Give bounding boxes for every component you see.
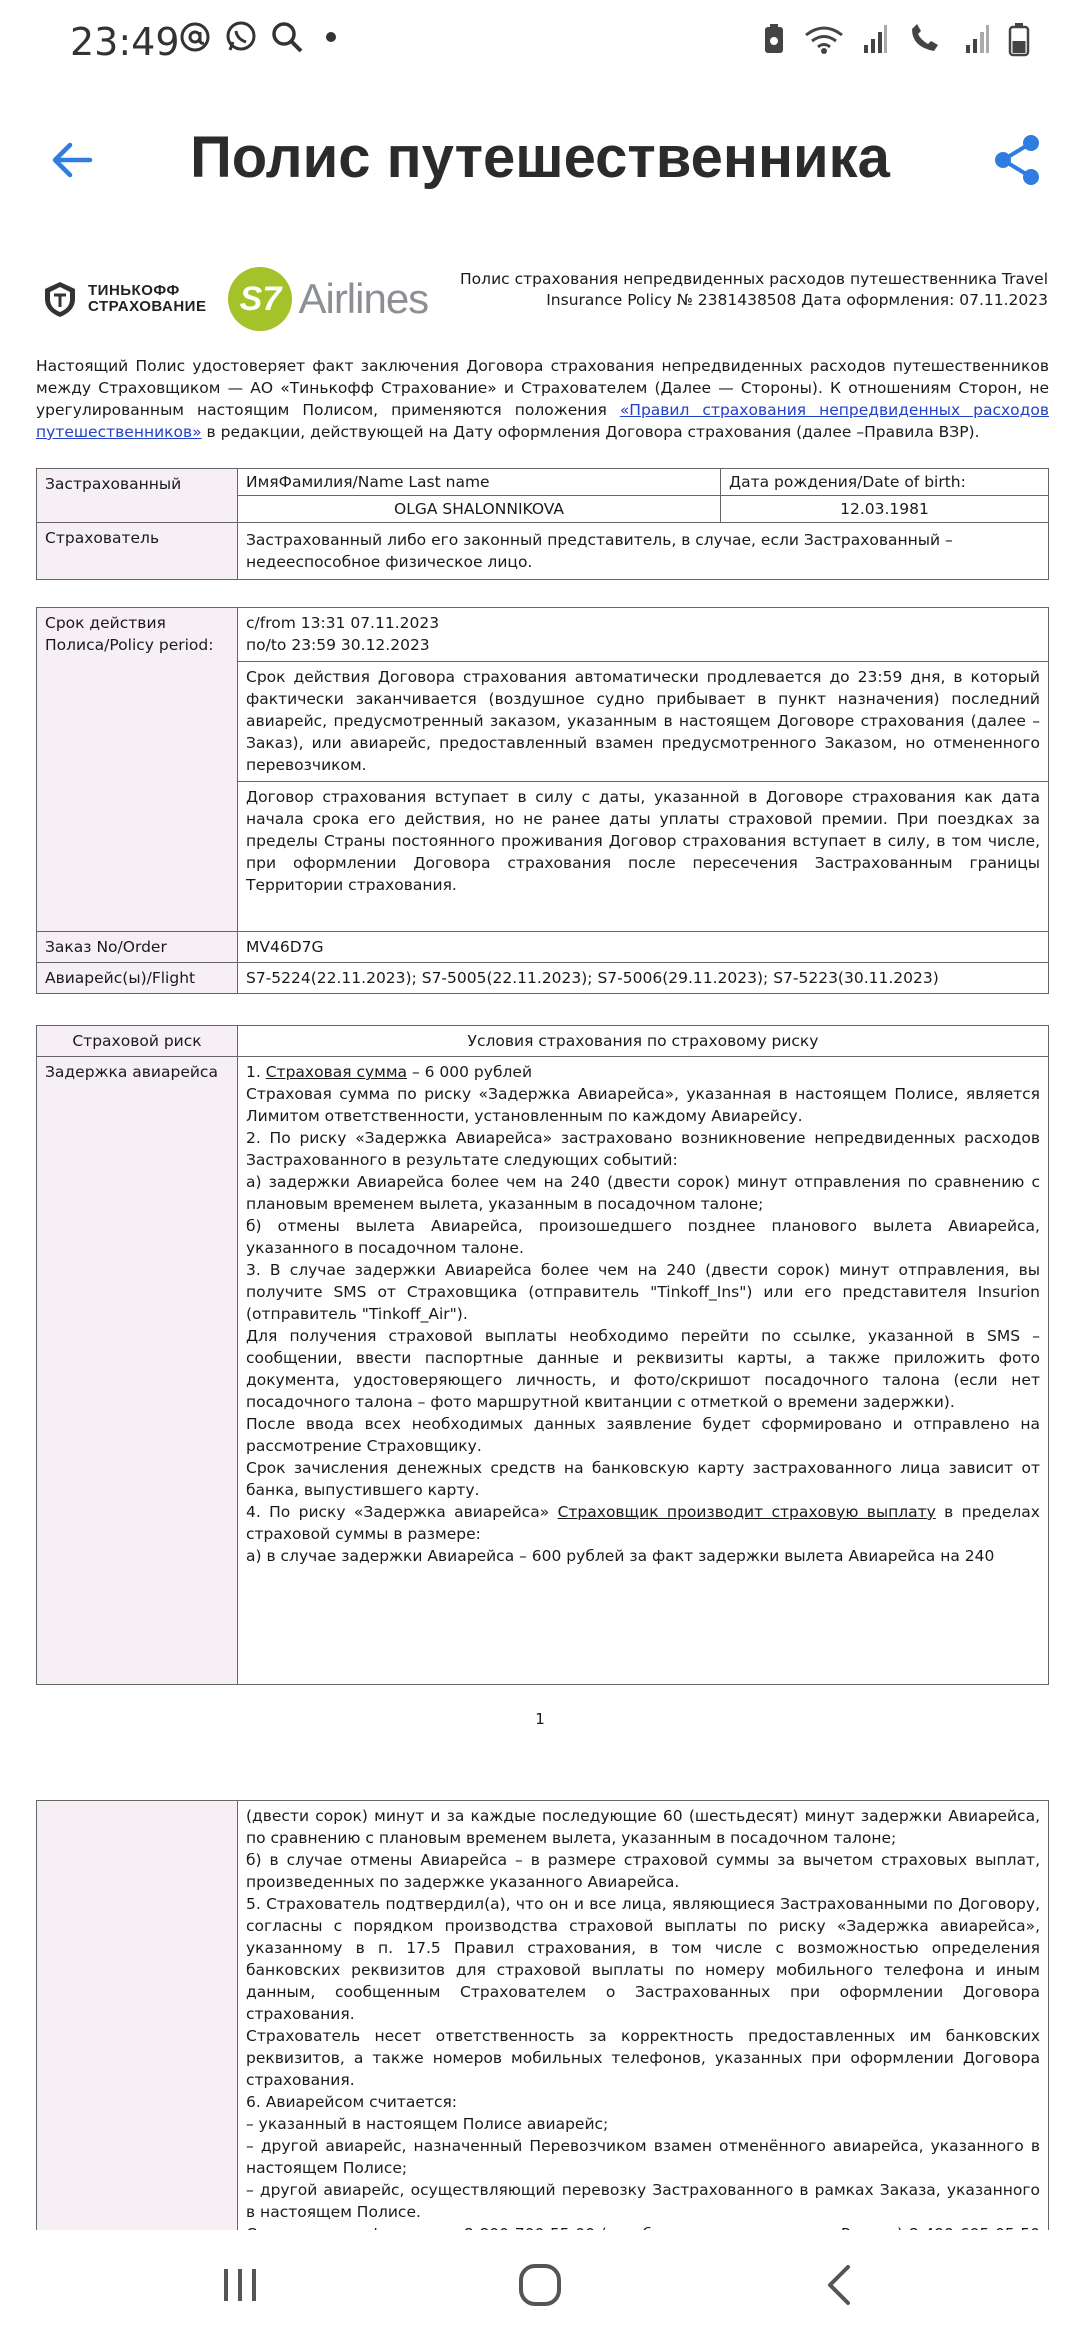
name-header: ИмяФамилия/Name Last name xyxy=(238,469,721,496)
insured-name: OLGA SHALONNIKOVA xyxy=(238,496,721,523)
continuation-risk-cell xyxy=(37,1801,238,2272)
period-to: по/to 23:59 30.12.2023 xyxy=(246,636,430,654)
recycle-battery-icon xyxy=(762,23,786,55)
cont-1: (двести сорок) минут и за каждые последующие 60 (шестьдесят) минут задержки Авиарейса, по сравнению с плановым временем вылета, указанным в посадочном талоне; xyxy=(246,1807,1040,1847)
share-icon xyxy=(991,133,1045,187)
intro-paragraph xyxy=(36,355,1049,443)
condition-2a: а) задержки Авиарейса более чем на 240 (двести сорок) минут отправления по сравнению с плановым временем вылета, указанным в посадочном талоне; xyxy=(246,1173,1040,1213)
status-notification-icons xyxy=(178,20,336,54)
nav-back-button[interactable] xyxy=(800,2255,880,2315)
insured-dob: 12.03.1981 xyxy=(721,496,1049,523)
period-table xyxy=(36,607,1049,994)
flight-label: Авиарейс(ы)/Flight xyxy=(37,963,238,994)
search-icon xyxy=(270,20,304,54)
policyholder-label: Страхователь xyxy=(37,523,238,580)
conditions-header: Условия страхования по страховому риску xyxy=(238,1026,1049,1057)
condition-4-prefix: 4. По риску «Задержка авиарейса» xyxy=(246,1503,558,1521)
condition-4a: а) в случае задержки Авиарейса – 600 рублей за факт задержки вылета Авиарейса на 240 xyxy=(246,1547,995,1565)
tinkoff-logo xyxy=(40,279,206,319)
document-viewer[interactable] xyxy=(0,255,1080,2230)
insured-label: Застрахованный xyxy=(37,469,238,523)
dot-icon xyxy=(326,32,336,42)
home-button[interactable] xyxy=(500,2255,580,2315)
cont-6: – указанный в настоящем Полисе авиарейс; xyxy=(246,2115,609,2133)
continuation-table xyxy=(36,1800,1049,2272)
signal-icon xyxy=(862,23,888,55)
app-header xyxy=(0,110,1080,210)
dob-header: Дата рождения/Date of birth: xyxy=(721,469,1049,496)
condition-3b: Для получения страховой выплаты необходимо перейти по ссылке, указанной в SMS – сообщении, ввести паспортные данные и реквизиты карты, а также приложить фото документа, удостоверяющего личность, и фото/скришот посадочного талона (если нет посадочного талона – фото маршрутной квитанции с отметкой о времени задержки). xyxy=(246,1327,1040,1411)
page-number: 1 xyxy=(535,1710,545,1728)
continuation-conditions xyxy=(238,1801,1049,2272)
status-bar xyxy=(0,0,1080,90)
order-label: Заказ No/Order xyxy=(37,932,238,963)
risk-header: Страховой риск xyxy=(37,1026,238,1057)
recent-apps-icon xyxy=(218,2263,262,2307)
recent-apps-button[interactable] xyxy=(200,2255,280,2315)
policy-header: Полис страхования непредвиденных расходов путешественника Travel Insurance Policy № 2381438508 Дата оформления: 07.11.2023 xyxy=(460,270,1048,309)
s7-airlines-logo xyxy=(228,267,428,331)
risk-table xyxy=(36,1025,1049,1685)
share-button[interactable] xyxy=(986,128,1050,192)
at-icon xyxy=(178,20,212,54)
wifi-call-icon xyxy=(906,23,946,55)
condition-1 xyxy=(246,1061,1040,1083)
condition-2: 2. По риску «Задержка Авиарейса» застраховано возникновение непредвиденных расходов Застрахованного в результате следующих событий: xyxy=(246,1129,1040,1169)
period-from: с/from 13:31 07.11.2023 xyxy=(246,614,440,632)
status-time: 23:49 xyxy=(70,20,180,64)
back-icon xyxy=(818,2263,862,2307)
condition-4 xyxy=(246,1501,1040,1545)
flight-value: S7-5224(22.11.2023); S7-5005(22.11.2023); S7-5006(29.11.2023); S7-5223(30.11.2023) xyxy=(238,963,1049,994)
cont-5: 6. Авиарейсом считается: xyxy=(246,2093,458,2111)
condition-1-rest: – 6 000 рублей xyxy=(407,1063,533,1081)
tinkoff-emblem-icon xyxy=(40,279,80,319)
navigation-bar xyxy=(0,2230,1080,2340)
period-label: Срок действия Полиса/Policy period: xyxy=(37,608,238,932)
home-icon xyxy=(516,2261,564,2309)
status-system-icons xyxy=(762,22,1030,56)
logos xyxy=(40,267,428,331)
condition-2b: б) отмены вылета Авиарейса, произошедшего позднее планового вылета Авиарейса, указанного в посадочном талоне. xyxy=(246,1217,1040,1257)
policyholder-value: Застрахованный либо его законный представитель, в случае, если Застрахованный – недееспособное физическое лицо. xyxy=(238,523,1049,580)
condition-4-rest: в пределах страховой суммы в размере: xyxy=(246,1503,1040,1543)
period-entry: Договор страхования вступает в силу с даты, указанной в Договоре страхования как дата начала срока его действия, но не ранее даты уплаты страховой премии. При поездках за пределы Страны постоянного проживания Договор страхования вступает в силу, в том числе, при оформлении Договора страхования после пересечения Застрахованным границы Территории страхования. xyxy=(238,782,1049,932)
whatsapp-icon xyxy=(224,20,258,54)
s7-logo-mark: S7 xyxy=(228,267,292,331)
rules-link[interactable]: «Правил страхования непредвиденных расходов путешественников» xyxy=(36,401,1050,441)
period-dates xyxy=(238,608,1049,662)
condition-3c: После ввода всех необходимых данных заявление будет сформировано и отправлено на рассмотрение Страховщику. xyxy=(246,1415,1040,1455)
signal-2-icon xyxy=(964,23,990,55)
cont-2: б) в случае отмены Авиарейса – в размере страховой суммы за вычетом страховых выплат, произведенных по задержке указанного Авиарейса. xyxy=(246,1851,1040,1891)
condition-1-prefix: 1. xyxy=(246,1063,266,1081)
condition-3: 3. В случае задержки Авиарейса более чем на 240 (двести сорок) минут отправления, вы получите SMS от Страховщика (отправитель "Tinkoff_Ins") или его представителя Insurion (отправитель "Tinkoff_Air"). xyxy=(246,1261,1040,1323)
battery-icon xyxy=(1008,22,1030,56)
cont-7: – другой авиарейс, назначенный Перевозчиком взамен отменённого авиарейса, указанного в настоящем Полисе; xyxy=(246,2137,1040,2177)
insurer-pays-term: Страховщик производит страховую выплату xyxy=(557,1503,936,1521)
cont-3: 5. Страхователь подтвердил(а), что он и все лица, являющиеся Застрахованными по Договору, согласны с порядком производства страховой выплаты по риску «Задержка авиарейса», указанному в п. 17.5 Правил страхования, в том числе с возможностью определения банковских реквизитов для страховой выплаты по номеру мобильного телефона и иным данным, сообщенным Страхователем о Застрахованных при оформлении Договора страхования. xyxy=(246,1895,1040,2023)
tinkoff-logo-text: ТИНЬКОФФ СТРАХОВАНИЕ xyxy=(88,282,207,315)
condition-3d: Срок зачисления денежных средств на банковскую карту застрахованного лица зависит от банка, выпустившего карту. xyxy=(246,1459,1040,1499)
intro-text-1: Настоящий Полис удостоверяет факт заключения Договора страхования непредвиденных расходов путешественников между Страховщиком — АО «Тинькофф Страхование» и Страхователем (Далее — Стороны). К отношениям Сторон, не урегулированным настоящим Полисом, применяются положения xyxy=(36,357,1049,419)
insured-table xyxy=(36,468,1049,580)
risk-name: Задержка авиарейса xyxy=(37,1057,238,1685)
s7-logo-word: Airlines xyxy=(298,275,429,322)
wifi-icon xyxy=(804,23,844,55)
intro-text-2: в редакции, действующей на Дату оформления Договора страхования (далее –Правила ВЗР). xyxy=(201,423,980,441)
order-value: MV46D7G xyxy=(238,932,1049,963)
page-title: Полис путешественника xyxy=(190,125,890,190)
condition-1b: Страховая сумма по риску «Задержка Авиарейса», указанная в настоящем Полисе, является Лимитом ответственности, установленным по каждому Авиарейсу. xyxy=(246,1085,1040,1125)
cont-8: – другой авиарейс, осуществляющий перевозку Застрахованного в рамках Заказа, указанного в настоящем Полисе. xyxy=(246,2181,1040,2221)
risk-conditions xyxy=(238,1057,1049,1685)
period-extension: Срок действия Договора страхования автоматически продлевается до 23:59 дня, в который фактически заканчивается (воздушное судно прибывает в пункт назначения) последний авиарейс, предусмотренный заказом, указанным в настоящем Договоре страхования (далее – Заказ), или авиарейс, предоставленный взамен предусмотренного Заказом, но отмененного перевозчиком. xyxy=(238,661,1049,781)
cont-4: Страхователь несет ответственность за корректность предоставленных им банковских реквизитов, а также номеров мобильных телефонов, указанных при оформлении Договора страхования. xyxy=(246,2027,1040,2089)
sum-insured-term: Страховая сумма xyxy=(265,1063,408,1081)
